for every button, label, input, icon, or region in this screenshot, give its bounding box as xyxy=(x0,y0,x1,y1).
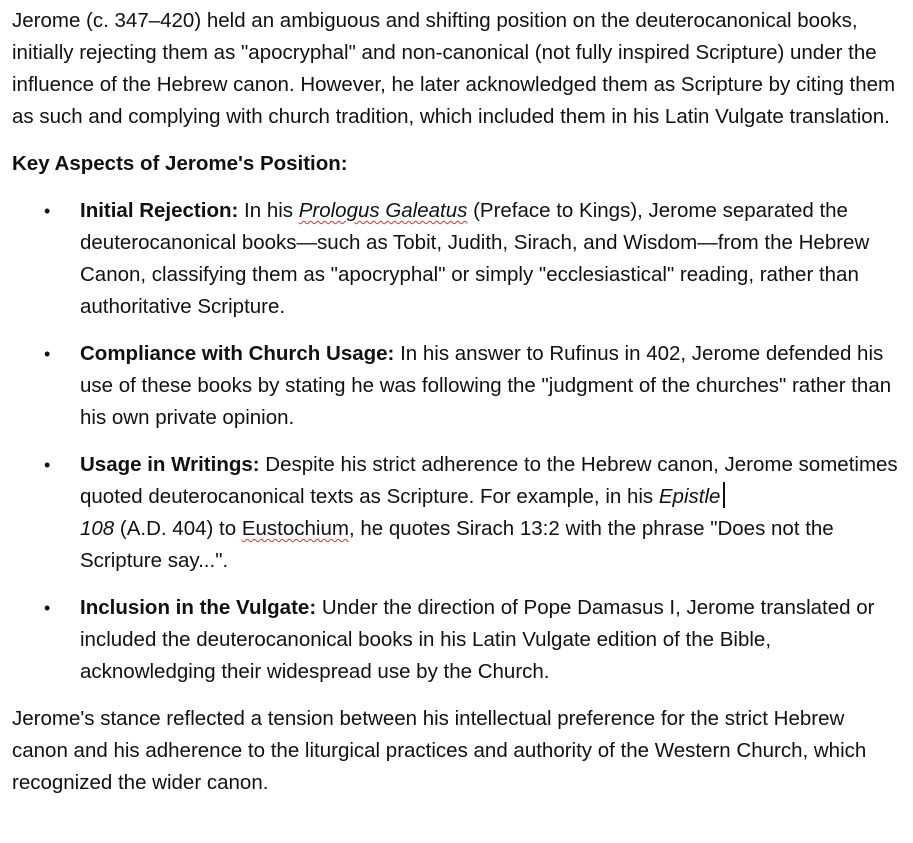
item-text: In his xyxy=(238,199,299,222)
item-text: Despite his strict adherence to the Hebrew canon, Jerome sometimes quoted deuterocanonical texts as Scripture. For example, in his xyxy=(80,453,898,508)
list-item-church-usage xyxy=(12,338,902,434)
section-heading: Key Aspects of Jerome's Position: xyxy=(12,152,348,175)
list-item-initial-rejection xyxy=(12,195,902,323)
closing-paragraph: Jerome's stance reflected a tension between his intellectual preference for the strict Hebrew canon and his adherence to the liturgical practices and authority of the Western Church, which recognized the wider canon. xyxy=(12,707,867,794)
item-label: Inclusion in the Vulgate: xyxy=(80,596,317,619)
bullet-icon: • xyxy=(44,201,51,221)
item-text: In his answer to Rufinus in 402, Jerome defended his use of these books by stating he was following the "judgment of the churches" rather than his own private opinion. xyxy=(80,342,892,429)
spelling-flagged-title[interactable]: Prologus Galeatus xyxy=(298,199,468,222)
text-cursor xyxy=(723,482,725,508)
bullet-icon: • xyxy=(44,344,51,364)
list-item-usage-in-writings xyxy=(12,449,902,577)
item-text: (A.D. 404) to xyxy=(114,517,242,540)
bullet-icon: • xyxy=(44,455,51,475)
bullet-icon: • xyxy=(44,598,51,618)
epistle-title: Epistle xyxy=(658,485,721,508)
intro-paragraph: Jerome (c. 347–420) held an ambiguous and shifting position on the deuterocanonical books, initially rejecting them as "apocryphal" and non-canonical (not fully inspired Scripture) under the influence of the Hebrew canon. However, he later acknowledged them as Scripture by citing them as such and complying with church tradition, which included them in his Latin Vulgate translation. xyxy=(12,9,896,128)
item-label: Initial Rejection: xyxy=(80,199,239,222)
spelling-flagged-name[interactable]: Eustochium xyxy=(241,517,349,540)
key-aspects-list xyxy=(12,195,902,688)
item-text: (Preface to Kings), Jerome separated the deuterocanonical books—such as Tobit, Judith, Sirach, and Wisdom—from the Hebrew Canon, classifying them as "apocryphal" or simply "ecclesiastical" reading, rather than authoritative Scripture. xyxy=(80,199,870,318)
list-item-vulgate xyxy=(12,592,902,688)
epistle-number: 108 xyxy=(80,517,115,540)
item-text: , he quotes Sirach 13:2 with the phrase "Does not the Scripture say...". xyxy=(80,517,834,572)
item-text: Under the direction of Pope Damasus I, Jerome translated or included the deuterocanonical books in his Latin Vulgate edition of the Bible, acknowledging their widespread use by the Church. xyxy=(80,596,875,683)
item-label: Compliance with Church Usage: xyxy=(80,342,395,365)
item-label: Usage in Writings: xyxy=(80,453,260,476)
